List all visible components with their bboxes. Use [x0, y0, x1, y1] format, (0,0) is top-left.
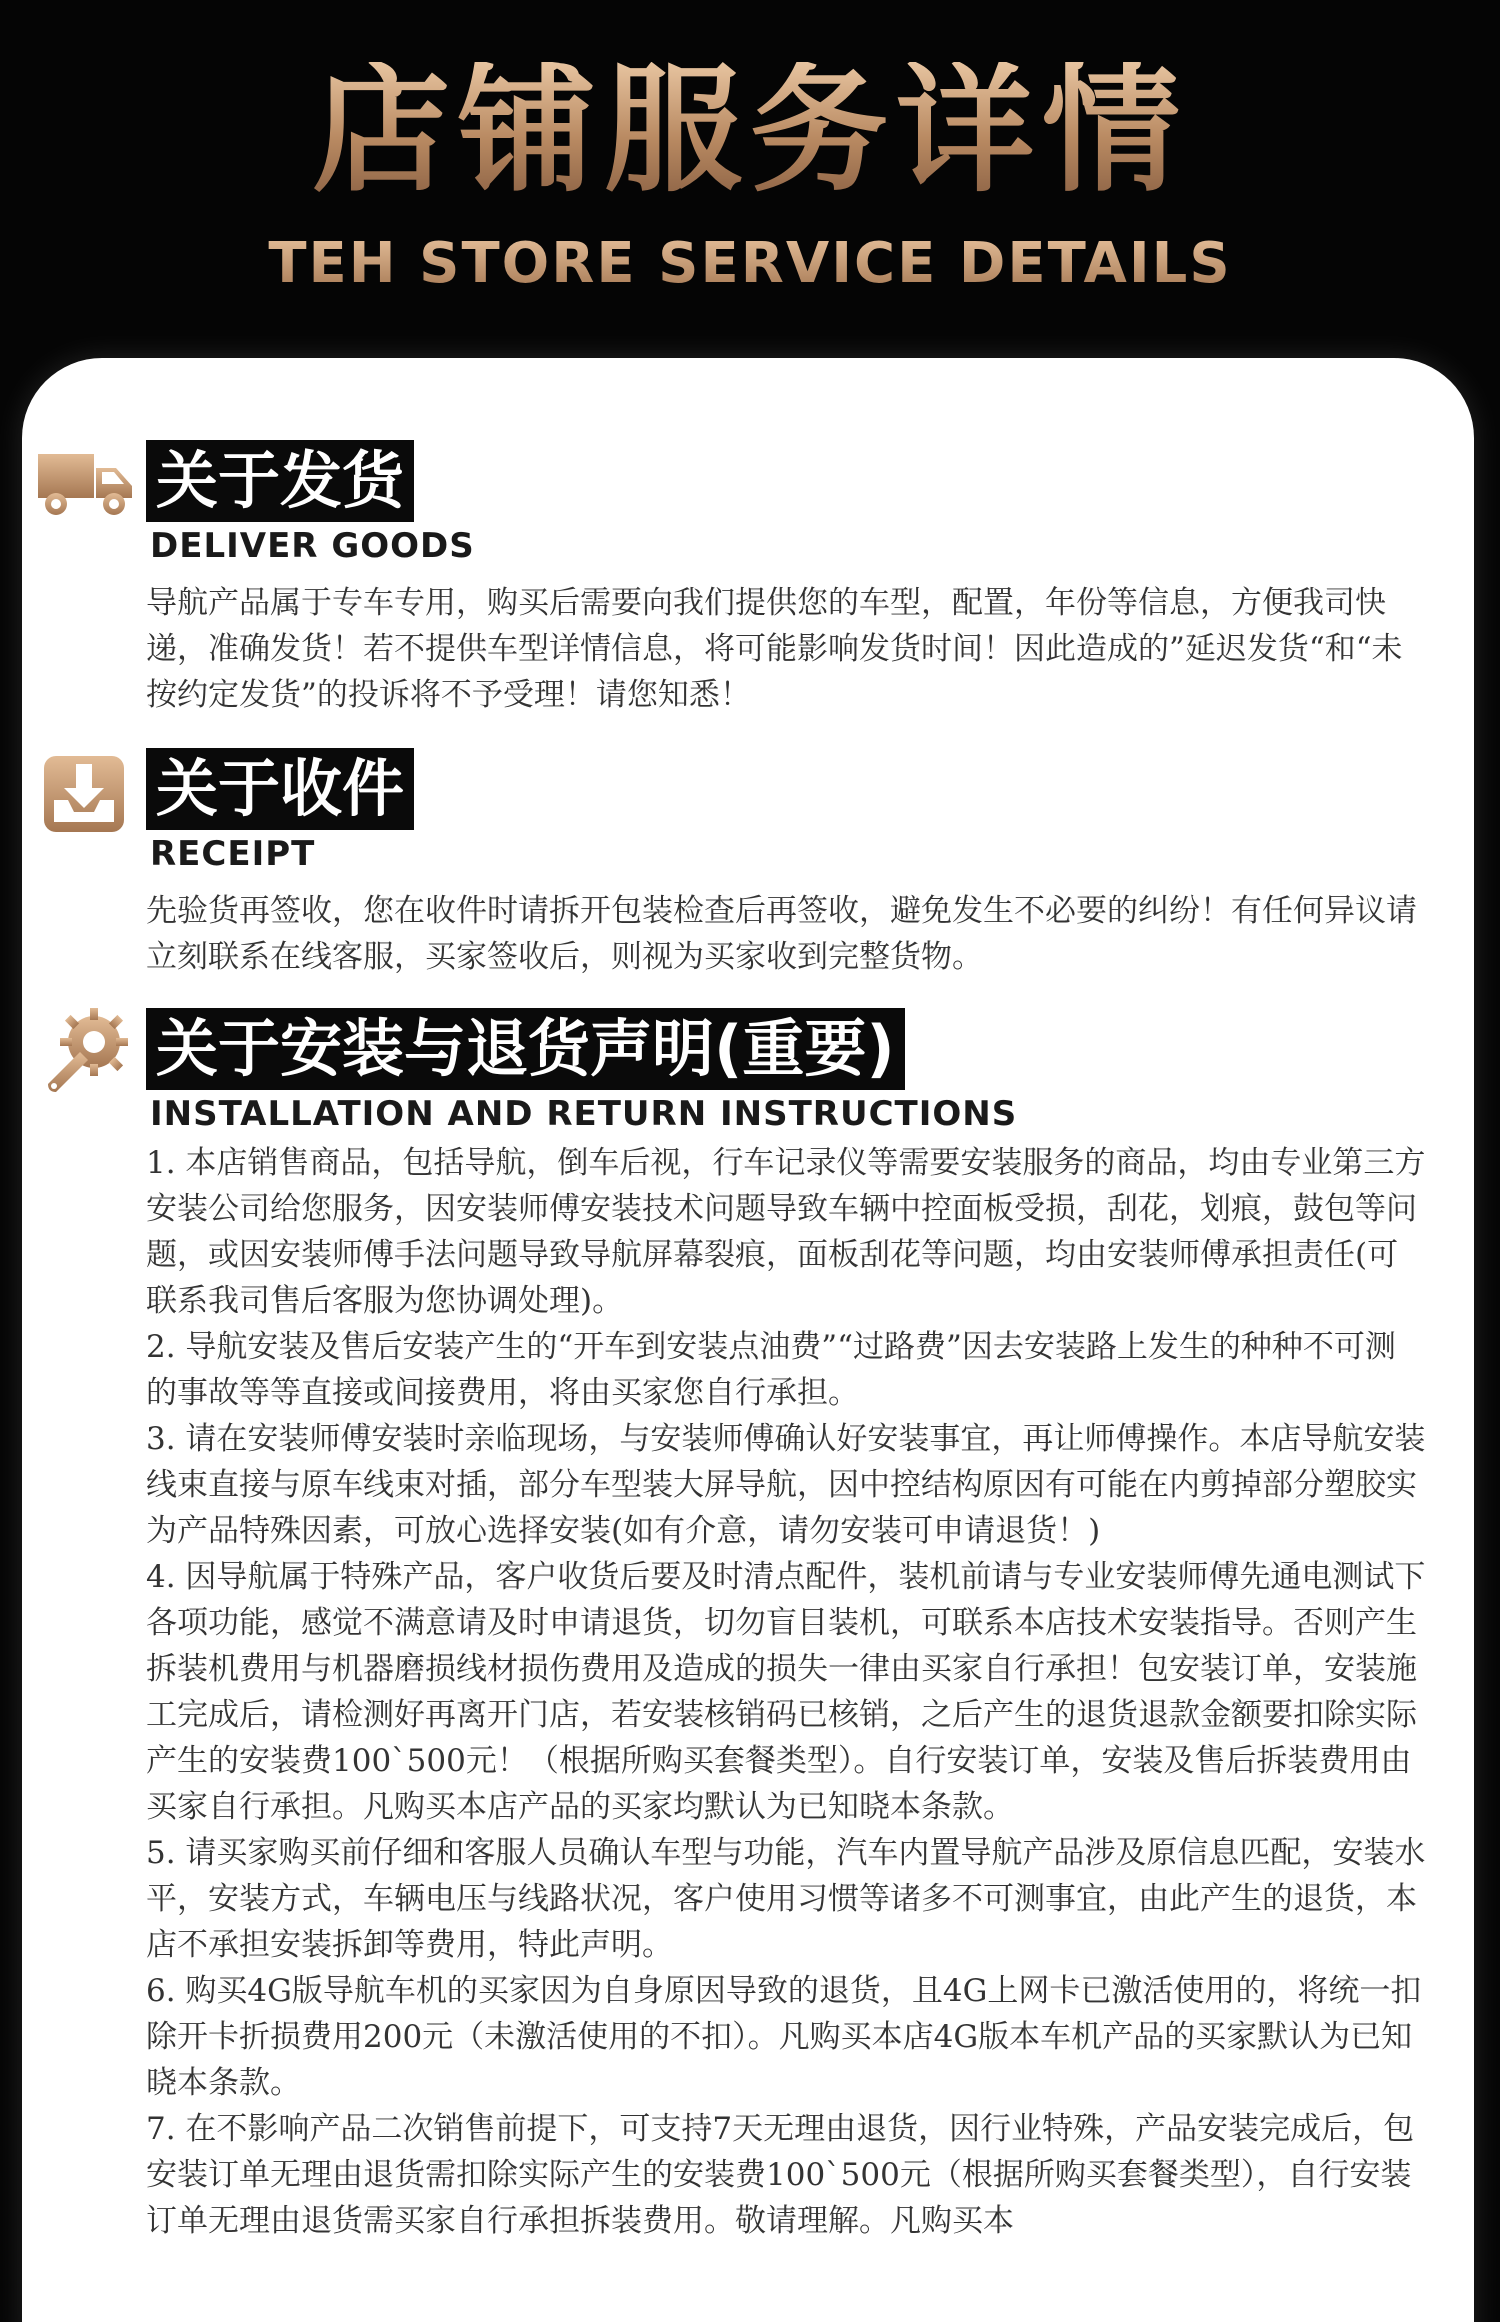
list-item: 5. 请买家购买前仔细和客服人员确认车型与功能，汽车内置导航产品涉及原信息匹配，安装水平，安装方式，车辆电压与线路状况，客户使用习惯等诸多不可测事宜，由此产生的退货，本店不承担安装拆卸等费用，特此声明。 [146, 1835, 1426, 1963]
list-item: 3. 请在安装师傅安装时亲临现场，与安装师傅确认好安装事宜，再让师傅操作。本店导航安装线束直接与原车线束对插，部分车型装大屏导航，因中控结构原因有可能在内剪掉部分塑胶实为产品特殊因素，可放心选择安装(如有介意，请勿安装可申请退货！) [146, 1421, 1426, 1549]
inbox-download-icon [36, 744, 136, 844]
header [0, 0, 1500, 360]
section-subtitle: RECEIPT [150, 834, 316, 874]
truck-icon [36, 432, 136, 532]
list-item: 7. 在不影响产品二次销售前提下，可支持7天无理由退货，因行业特殊，产品安装完成后，包安装订单无理由退货需扣除实际产生的安装费100`500元（根据所购买套餐类型），自行安装订单无理由退货需买家自行承担拆装费用。敬请理解。凡购买本 [146, 2111, 1415, 2239]
list-item: 2. 导航安装及售后安装产生的“开车到安装点油费”“过路费”因去安装路上发生的种种不可测的事故等等直接或间接费用，将由买家您自行承担。 [146, 1329, 1396, 1411]
paragraph: 导航产品属于专车专用，购买后需要向我们提供您的车型，配置，年份等信息，方便我司快递，准确发货！若不提供车型详情信息，将可能影响发货时间！因此造成的”延迟发货“和“未按约定发货”的投诉将不予受理！请您知悉！ [146, 585, 1403, 713]
wrench-gear-icon [36, 1000, 136, 1100]
page-title: 店铺服务详情 [0, 62, 1500, 200]
page-subtitle: TEH STORE SERVICE DETAILS [0, 236, 1500, 292]
service-card [22, 358, 1474, 2322]
section-body [146, 580, 1426, 718]
section-body [146, 888, 1426, 980]
list-item: 6. 购买4G版导航车机的买家因为自身原因导致的退货，且4G上网卡已激活使用的，将统一扣除开卡折损费用200元（未激活使用的不扣）。凡购买本店4G版本车机产品的买家默认为已知晓本条款。 [146, 1973, 1422, 2101]
section-body [146, 1140, 1426, 2244]
section-subtitle: DELIVER GOODS [150, 526, 475, 566]
list-item: 4. 因导航属于特殊产品，客户收货后要及时清点配件，装机前请与专业安装师傅先通电测试下各项功能，感觉不满意请及时申请退货，切勿盲目装机，可联系本店技术安装指导。否则产生拆装机费用与机器磨损线材损伤费用及造成的损失一律由买家自行承担！包安装订单，安装施工完成后，请检测好再离开门店，若安装核销码已核销，之后产生的退货退款金额要扣除实际产生的安装费100`500元！（根据所购买套餐类型）。自行安装订单，安装及售后拆装费用由买家自行承担。凡购买本店产品的买家均默认为已知晓本条款。 [146, 1559, 1426, 1825]
section-title: 关于发货 [146, 440, 414, 522]
paragraph: 先验货再签收，您在收件时请拆开包装检查后再签收，避免发生不必要的纠纷！有任何异议请立刻联系在线客服，买家签收后，则视为买家收到完整货物。 [146, 893, 1417, 975]
list-item: 1. 本店销售商品，包括导航，倒车后视，行车记录仪等需要安装服务的商品，均由专业第三方安装公司给您服务，因安装师傅安装技术问题导致车辆中控面板受损，刮花，划痕，鼓包等问题，或因安装师傅手法问题导致导航屏幕裂痕，面板刮花等问题，均由安装师傅承担责任(可联系我司售后客服为您协调处理)。 [146, 1145, 1426, 1319]
section-title: 关于收件 [146, 748, 414, 830]
section-subtitle: INSTALLATION AND RETURN INSTRUCTIONS [150, 1094, 1018, 1134]
section-title: 关于安装与退货声明(重要) [146, 1008, 905, 1090]
